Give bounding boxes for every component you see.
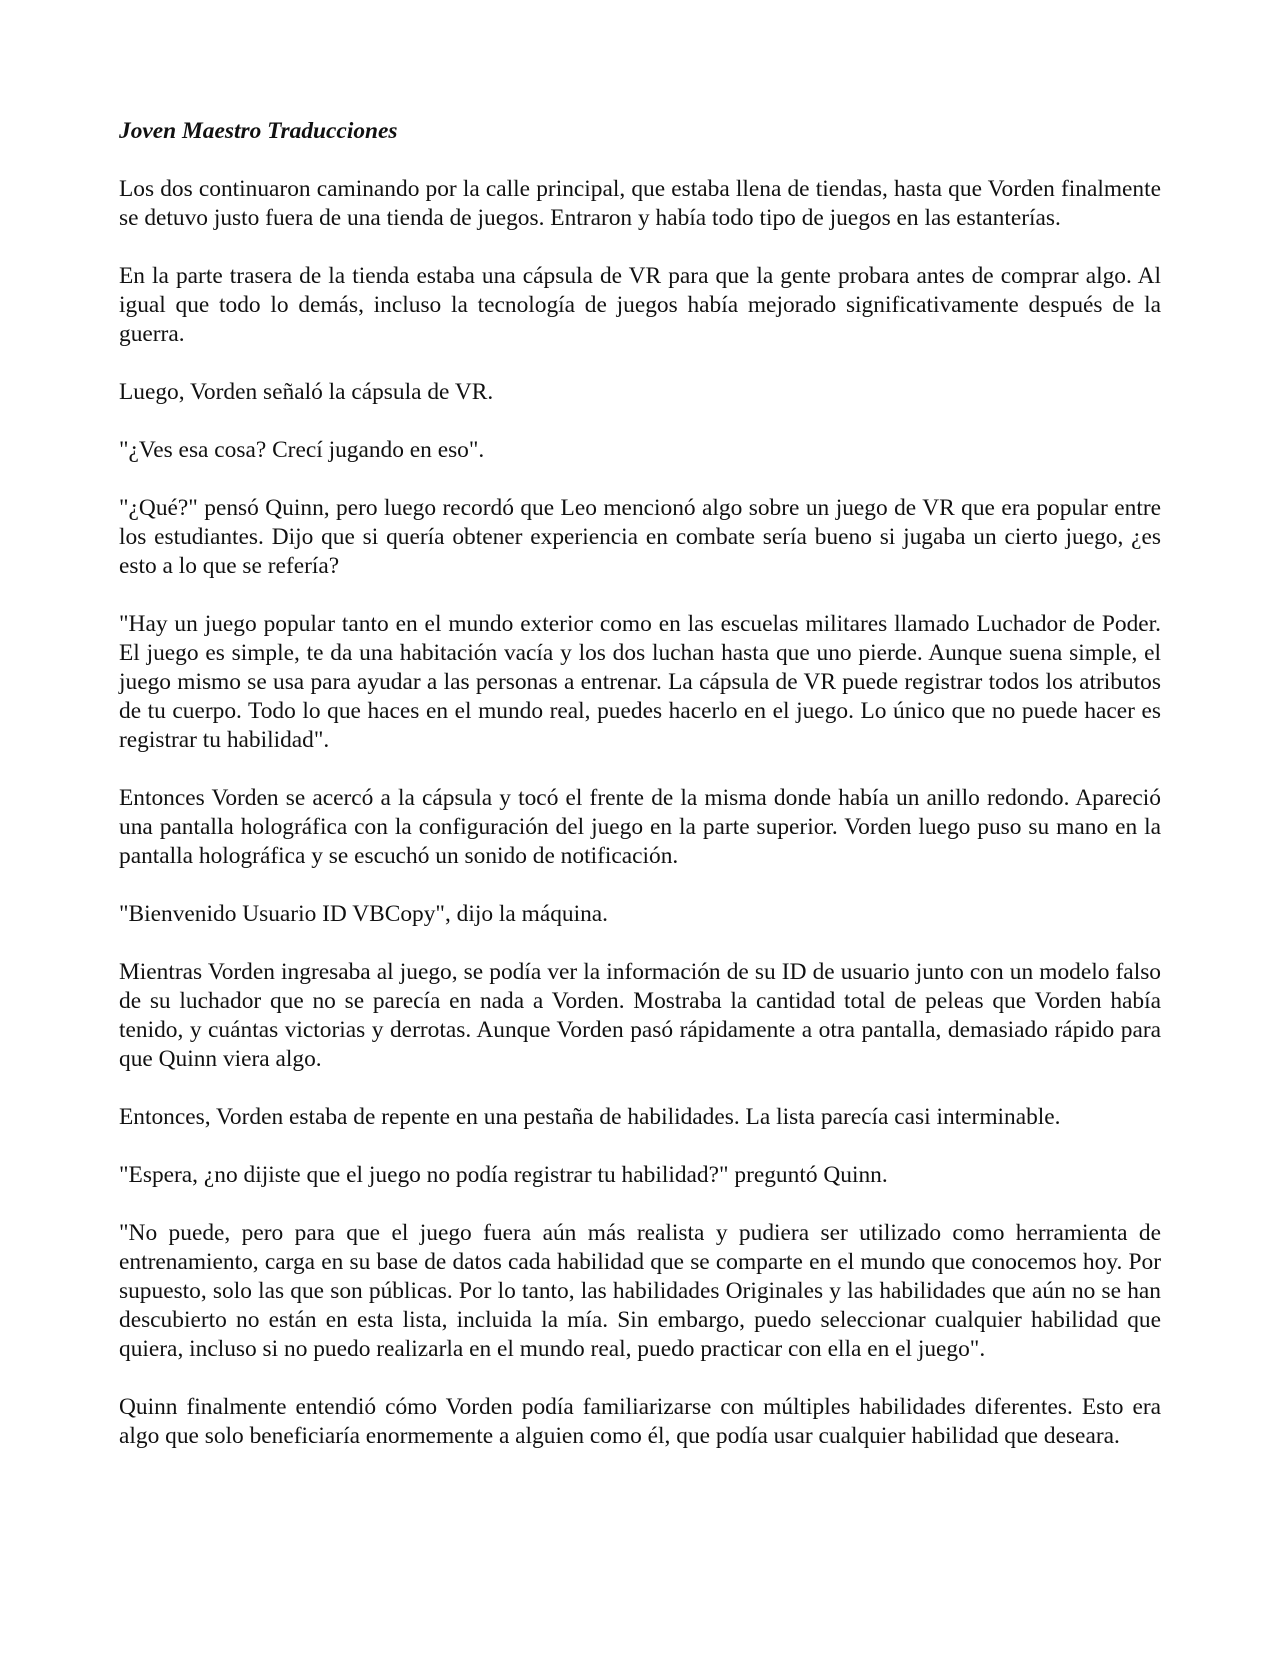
paragraph-1: Los dos continuaron caminando por la calle principal, que estaba llena de tiendas, hasta que Vorden finalmente se detuvo justo fuera de una tienda de juegos. Entraron y había todo tipo de juegos en las estanterías. xyxy=(119,176,1161,231)
paragraph-11: "Espera, ¿no dijiste que el juego no podía registrar tu habilidad?" preguntó Quinn. xyxy=(119,1162,888,1188)
paragraph-10: Entonces, Vorden estaba de repente en una pestaña de habilidades. La lista parecía casi interminable. xyxy=(119,1104,1061,1130)
document-title: Joven Maestro Traducciones xyxy=(119,118,398,144)
paragraph-2: En la parte trasera de la tienda estaba una cápsula de VR para que la gente probara antes de comprar algo. Al igual que todo lo demás, incluso la tecnología de juegos había mejorado significativamente después de la guerra. xyxy=(119,263,1161,347)
paragraph-12: "No puede, pero para que el juego fuera aún más realista y pudiera ser utilizado como herramienta de entrenamiento, carga en su base de datos cada habilidad que se comparte en el mundo que conocemos hoy. Por supuesto, solo las que son públicas. Por lo tanto, las habilidades Originales y las habilidades que aún no se han descubierto no están en esta lista, incluida la mía. Sin embargo, puedo seleccionar cualquier habilidad que quiera, incluso si no puedo realizarla en el mundo real, puedo practicar con ella en el juego". xyxy=(119,1220,1161,1362)
paragraph-3: Luego, Vorden señaló la cápsula de VR. xyxy=(119,379,494,405)
paragraph-7: Entonces Vorden se acercó a la cápsula y tocó el frente de la misma donde había un anillo redondo. Apareció una pantalla holográfica con la configuración del juego en la parte superior. Vorden luego puso su mano en la pantalla holográfica y se escuchó un sonido de notificación. xyxy=(119,785,1161,869)
document-page xyxy=(119,117,1161,1480)
paragraph-6: "Hay un juego popular tanto en el mundo exterior como en las escuelas militares llamado Luchador de Poder. El juego es simple, te da una habitación vacía y los dos luchan hasta que uno pierde. Aunque suena simple, el juego mismo se usa para ayudar a las personas a entrenar. La cápsula de VR puede registrar todos los atributos de tu cuerpo. Todo lo que haces en el mundo real, puedes hacerlo en el juego. Lo único que no puede hacer es registrar tu habilidad". xyxy=(119,611,1161,753)
paragraph-4: "¿Ves esa cosa? Crecí jugando en eso". xyxy=(119,437,485,463)
paragraph-5: "¿Qué?" pensó Quinn, pero luego recordó que Leo mencionó algo sobre un juego de VR que era popular entre los estudiantes. Dijo que si quería obtener experiencia en combate sería bueno si jugaba un cierto juego, ¿es esto a lo que se refería? xyxy=(119,495,1161,579)
paragraph-8: "Bienvenido Usuario ID VBCopy", dijo la máquina. xyxy=(119,901,609,927)
paragraph-13: Quinn finalmente entendió cómo Vorden podía familiarizarse con múltiples habilidades diferentes. Esto era algo que solo beneficiaría enormemente a alguien como él, que podía usar cualquier habilidad que deseara. xyxy=(119,1394,1161,1449)
paragraph-9: Mientras Vorden ingresaba al juego, se podía ver la información de su ID de usuario junto con un modelo falso de su luchador que no se parecía en nada a Vorden. Mostraba la cantidad total de peleas que Vorden había tenido, y cuántas victorias y derrotas. Aunque Vorden pasó rápidamente a otra pantalla, demasiado rápido para que Quinn viera algo. xyxy=(119,959,1161,1072)
